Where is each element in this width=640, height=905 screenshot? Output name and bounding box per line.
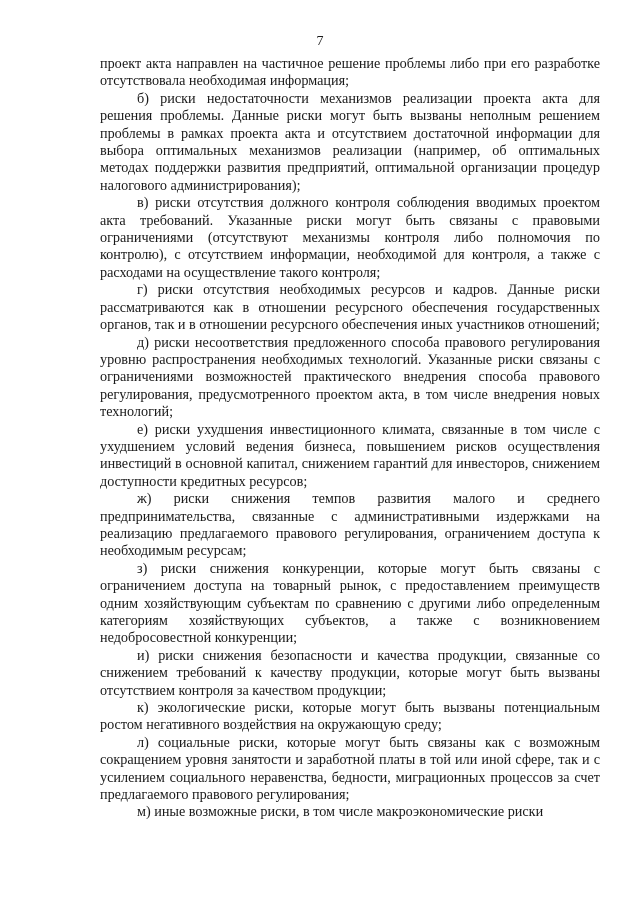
paragraph-item-d: д) риски несоответствия предложенного способа правового регулирования уровню распространения необходимых технологий. Указанные риски связаны с ограничениями возможностей практического внедрения способа правового регулирования, предусмотренного проектом акта, в том числе внедрения новых технологий;	[100, 334, 600, 421]
paragraph-item-zh: ж) риски снижения темпов развития малого и среднего предпринимательства, связанные с административными издержками на реализацию предлагаемого правового регулирования, ограничением доступа к необходимым ресурсам;	[100, 491, 600, 560]
paragraph-item-b: б) риски недостаточности механизмов реализации проекта акта для решения проблемы. Данные риски могут быть вызваны неполным решением проблемы в рамках проекта акта и отсутствием достаточной информации для выбора оптимальных механизмов реализации (например, об оптимальных методах поддержки развития предприятий, оптимальной организации процедур налогового администрирования);	[100, 90, 600, 194]
paragraph-item-k: к) экологические риски, которые могут быть вызваны потенциальным ростом негативного воздействия на окружающую среду;	[100, 700, 600, 734]
paragraph-item-m: м) иные возможные риски, в том числе макроэкономические риски	[137, 804, 544, 821]
paragraph-item-z: з) риски снижения конкуренции, которые могут быть связаны с ограничением доступа на товарный рынок, с предоставлением преимуществ одним хозяйствующим субъектам по сравнению с другими либо определенным категориям хозяйствующих субъектов, а также с возникновением недобросовестной конкуренции;	[100, 560, 600, 647]
paragraph-item-v: в) риски отсутствия должного контроля соблюдения вводимых проектом акта требований. Указанные риски могут быть связаны с правовыми ограничениями (отсутствуют механизмы контроля либо полномочия по контролю), с отсутствием информации, необходимой для контроля, а также с расходами на осуществление такого контроля;	[100, 195, 600, 281]
paragraph-item-i: и) риски снижения безопасности и качества продукции, связанные со снижением требований к качеству продукции, которые могут быть вызваны отсутствием контроля за качеством продукции;	[100, 647, 600, 699]
paragraph-continuation: проект акта направлен на частичное решение проблемы либо при его разработке отсутствовала необходимая информация;	[100, 56, 600, 90]
paragraph-item-l: л) социальные риски, которые могут быть связаны как с возможным сокращением уровня занятости и заработной платы в той или иной сфере, так и с усилением социального неравенства, бедности, миграционных процессов за счет предлагаемого правового регулирования;	[100, 734, 600, 804]
paragraph-item-e: е) риски ухудшения инвестиционного климата, связанные в том числе с ухудшением условий ведения бизнеса, повышением рисков осуществления инвестиций в основной капитал, снижением гарантий для инвесторов, снижением доступности кредитных ресурсов;	[100, 421, 600, 490]
document-body	[100, 56, 600, 822]
page-number: 7	[316, 34, 324, 49]
paragraph-item-g: г) риски отсутствия необходимых ресурсов и кадров. Данные риски рассматриваются как в отношении ресурсного обеспечения государственных органов, так и в отношении ресурсного обеспечения иных участников отношений;	[100, 282, 600, 334]
